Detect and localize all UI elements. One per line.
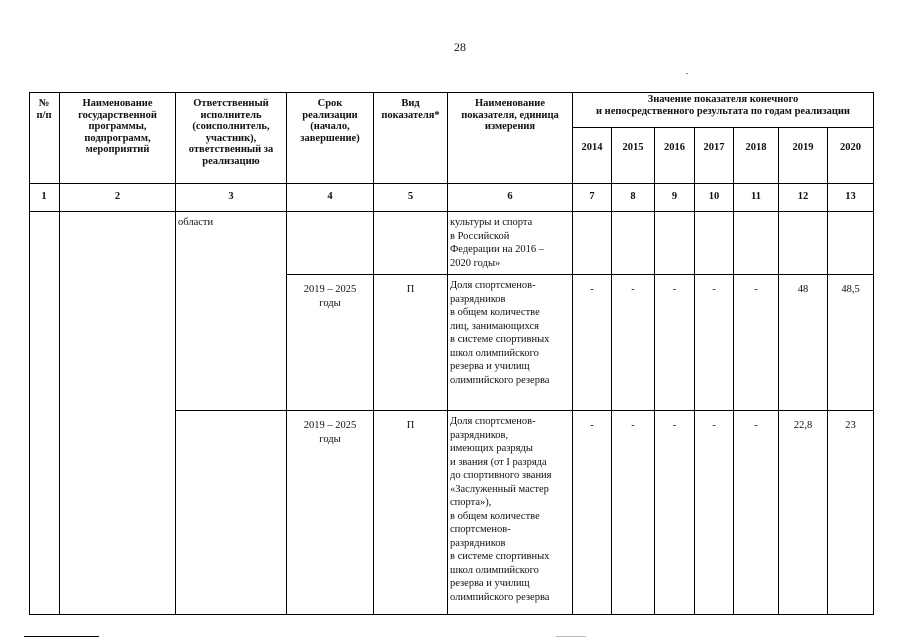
header-year-2017: 2017 (695, 128, 734, 184)
cell-executor: области (176, 212, 287, 411)
column-number-3: 3 (176, 184, 287, 212)
column-number-13: 13 (828, 184, 874, 212)
header-cell-6: Наименование показателя, единица измерения (448, 92, 573, 184)
cell-value-2015: - (612, 411, 655, 615)
cell-value-2019: 48 (779, 275, 828, 411)
scan-speck (686, 73, 688, 74)
cell-value-2014: - (573, 411, 612, 615)
column-number-5: 5 (374, 184, 448, 212)
cell-value-2018: - (734, 411, 779, 615)
cell-value-2020 (828, 212, 874, 275)
cell-indicator-name: культуры и спорта в Российской Федерации на 2016 – 2020 годы» (448, 212, 573, 275)
cell-value-2015 (612, 212, 655, 275)
cell-term (287, 212, 374, 275)
cell-value-2017: - (695, 411, 734, 615)
cell-value-2017: - (695, 275, 734, 411)
cell-indicator-name: Доля спортсменов- разрядников, имеющих разряды и звания (от I разряда до спортивного звания «Заслуженный мастер спорта»), в общем количестве спортсменов- разрядников в системе спортивных школ олимпийского резерва и училищ олимпийского резерва (448, 411, 573, 615)
column-number-8: 8 (612, 184, 655, 212)
cell-indicator-kind (374, 212, 448, 275)
cell-indicator-kind: П (374, 411, 448, 615)
header-cell-4: Срок реализации (начало, завершение) (287, 92, 374, 184)
cell-value-2016: - (655, 275, 695, 411)
cell-program-name (60, 212, 176, 615)
cell-value-2019 (779, 212, 828, 275)
header-year-2014: 2014 (573, 128, 612, 184)
header-cell-1: № п/п (29, 92, 60, 184)
cell-indicator-name: Доля спортсменов- разрядников в общем количестве лиц, занимающихся в системе спортивных школ олимпийского резерва и училищ олимпийского резерва (448, 275, 573, 411)
cell-term: 2019 – 2025 годы (287, 411, 374, 615)
cell-indicator-kind: П (374, 275, 448, 411)
column-number-4: 4 (287, 184, 374, 212)
header-cell-5: Вид показателя* (374, 92, 448, 184)
cell-value-2016 (655, 212, 695, 275)
header-year-2020: 2020 (828, 128, 874, 184)
column-number-1: 1 (29, 184, 60, 212)
header-cell-3: Ответственный исполнитель (соисполнитель, участник), ответственный за реализацию (176, 92, 287, 184)
cell-value-2017 (695, 212, 734, 275)
cell-term: 2019 – 2025 годы (287, 275, 374, 411)
header-year-2018: 2018 (734, 128, 779, 184)
cell-value-2016: - (655, 411, 695, 615)
column-number-9: 9 (655, 184, 695, 212)
header-cell-2: Наименование государственной программы, подпрограмм, мероприятий (60, 92, 176, 184)
header-year-2016: 2016 (655, 128, 695, 184)
cell-executor (176, 411, 287, 615)
cell-value-2020: 23 (828, 411, 874, 615)
cell-value-2019: 22,8 (779, 411, 828, 615)
header-values-group: Значение показателя конечного и непосредственного результата по годам реализации (573, 92, 874, 128)
cell-value-2014 (573, 212, 612, 275)
column-number-6: 6 (448, 184, 573, 212)
column-number-10: 10 (695, 184, 734, 212)
column-number-11: 11 (734, 184, 779, 212)
footnote-separator (24, 636, 99, 637)
cell-value-2020: 48,5 (828, 275, 874, 411)
cell-value-2014: - (573, 275, 612, 411)
header-year-2015: 2015 (612, 128, 655, 184)
column-number-12: 12 (779, 184, 828, 212)
column-number-7: 7 (573, 184, 612, 212)
header-year-2019: 2019 (779, 128, 828, 184)
cell-value-2018 (734, 212, 779, 275)
cell-value-2015: - (612, 275, 655, 411)
cell-value-2018: - (734, 275, 779, 411)
cell-row-number (29, 212, 60, 615)
column-number-2: 2 (60, 184, 176, 212)
page-number: 28 (454, 40, 466, 54)
scan-speck-bottom (556, 636, 586, 637)
